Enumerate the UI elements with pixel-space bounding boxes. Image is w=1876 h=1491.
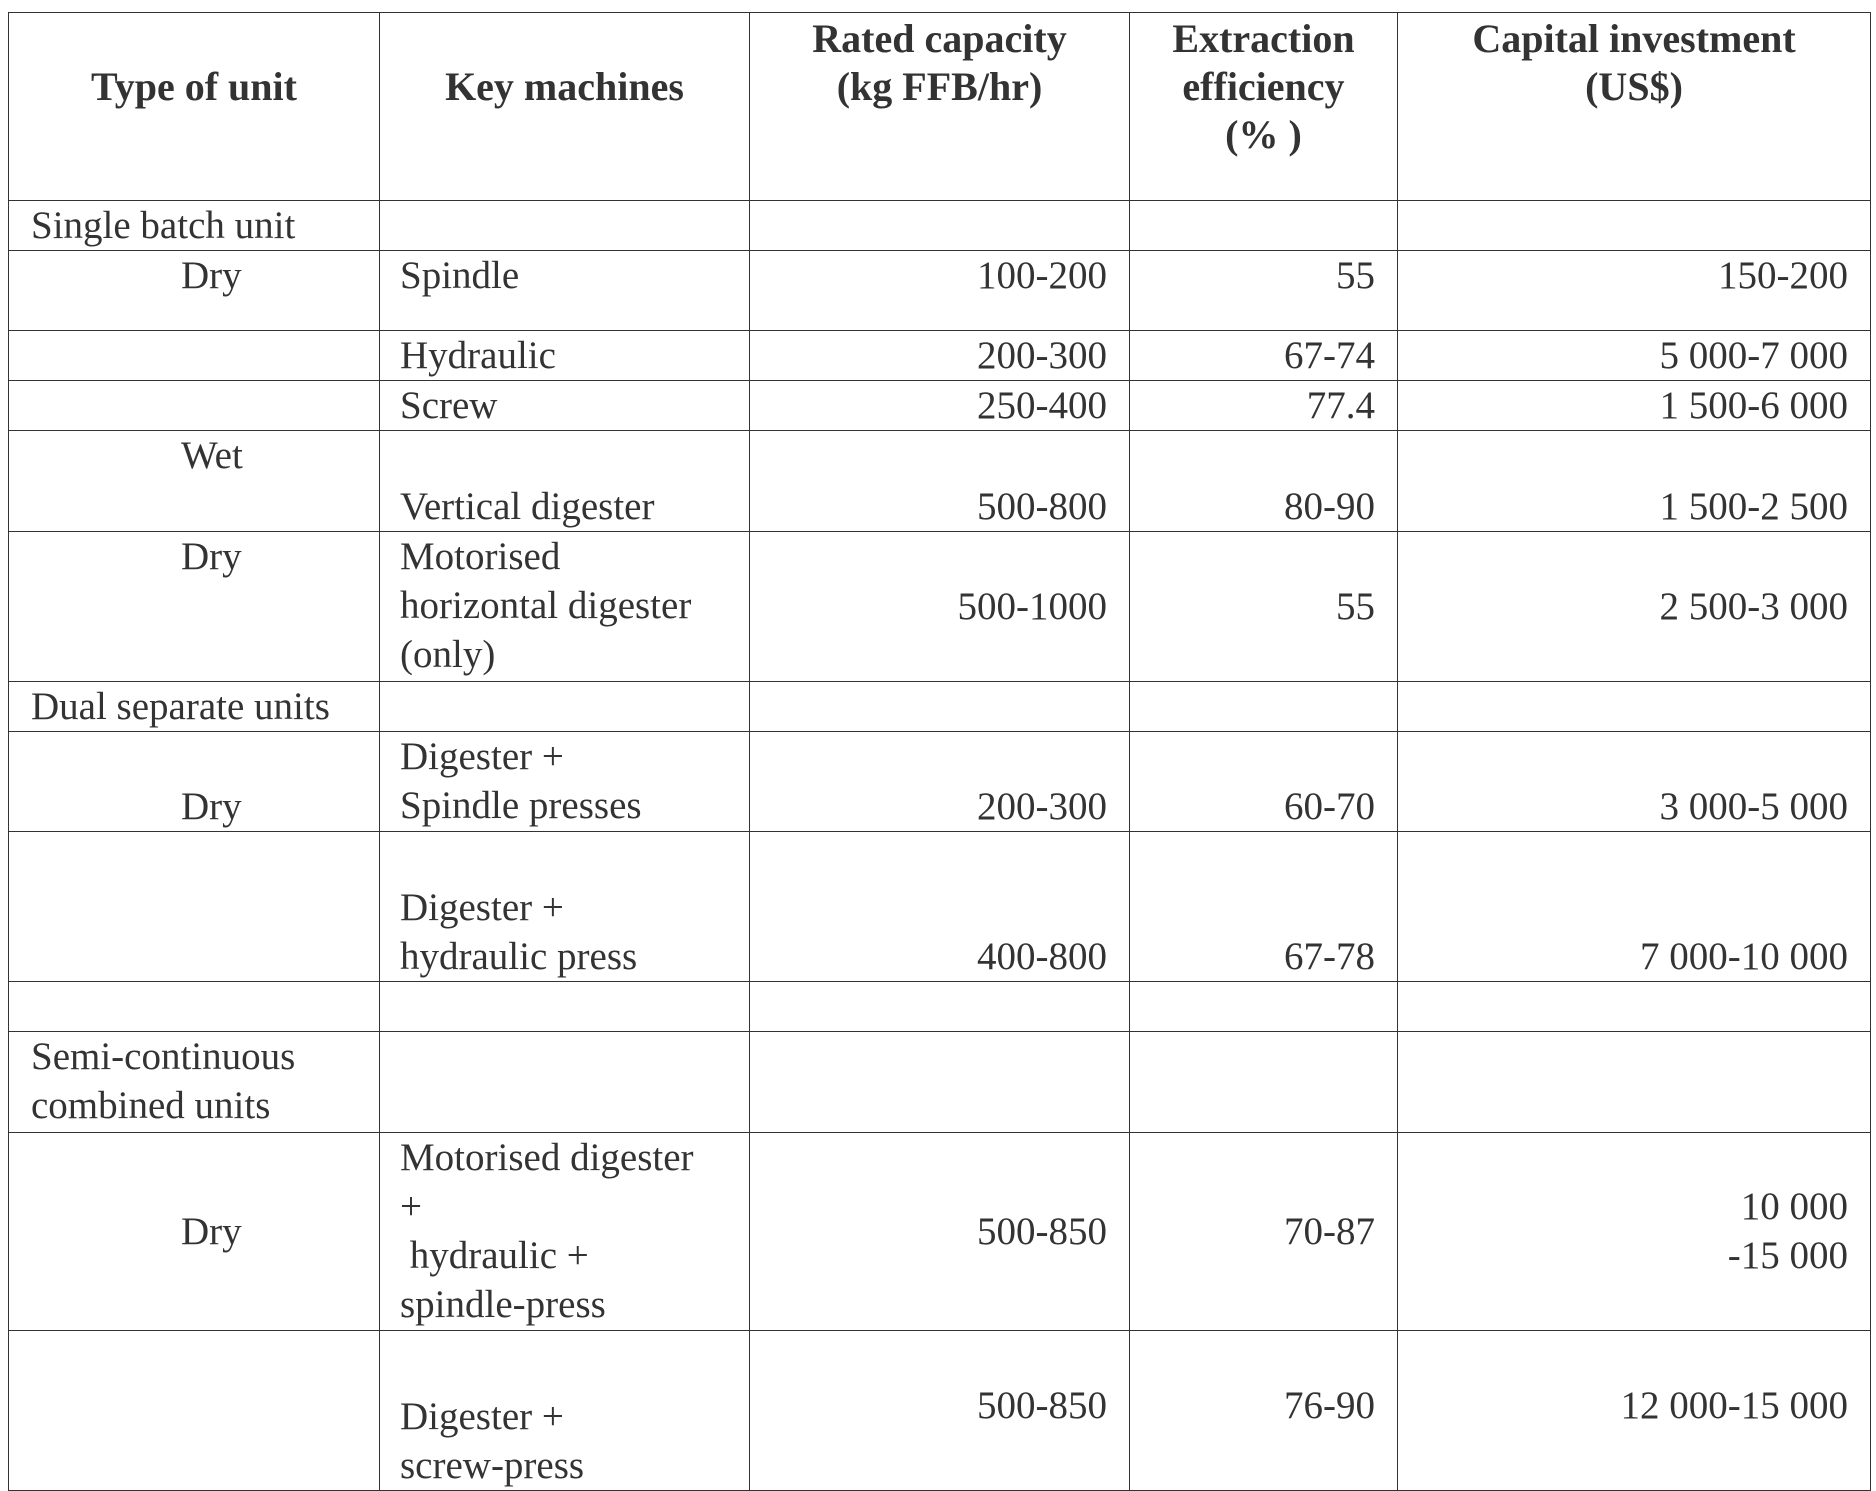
table-row <box>9 431 1871 532</box>
machine-line: Spindle presses <box>400 784 642 827</box>
efficiency-cell: 55 <box>1130 251 1398 331</box>
investment-cell: 1 500-6 000 <box>1398 381 1871 431</box>
investment-cell: 1 500-2 500 <box>1398 431 1871 532</box>
header-extraction-line2: efficiency <box>1182 64 1345 109</box>
empty-cell <box>380 201 750 251</box>
empty-cell <box>750 982 1130 1032</box>
unit-type-cell <box>9 1331 380 1491</box>
empty-cell <box>1130 982 1398 1032</box>
empty-cell <box>1398 982 1871 1032</box>
machine-cell <box>380 732 750 832</box>
machine-line: Motorised <box>400 535 561 578</box>
capacity-cell: 500-1000 <box>750 532 1130 682</box>
category-semi-continuous <box>9 1032 380 1133</box>
capacity-cell: 500-800 <box>750 431 1130 532</box>
machine-line: horizontal digester <box>400 584 692 627</box>
header-type-of-unit: Type of unit <box>9 13 380 201</box>
capacity-cell: 250-400 <box>750 381 1130 431</box>
efficiency-cell: 55 <box>1130 532 1398 682</box>
header-rated-capacity-line1: Rated capacity <box>812 16 1067 61</box>
table-row <box>9 1133 1871 1331</box>
unit-type-cell <box>9 381 380 431</box>
header-extraction-efficiency <box>1130 13 1398 201</box>
category-row <box>9 682 1871 732</box>
header-rated-capacity-line2: (kg FFB/hr) <box>836 64 1043 109</box>
unit-type-cell: Dry <box>9 532 380 682</box>
empty-cell <box>1130 201 1398 251</box>
capacity-cell: 400-800 <box>750 832 1130 982</box>
empty-cell <box>1398 682 1871 732</box>
investment-cell: 7 000-10 000 <box>1398 832 1871 982</box>
table-row <box>9 832 1871 982</box>
unit-type-cell: Dry <box>9 1133 380 1331</box>
machine-cell <box>380 832 750 982</box>
machine-cell: Vertical digester <box>380 431 750 532</box>
empty-cell <box>1130 682 1398 732</box>
capacity-cell: 100-200 <box>750 251 1130 331</box>
machine-line: Digester + <box>400 1395 564 1438</box>
machine-cell: Screw <box>380 381 750 431</box>
header-row <box>9 13 1871 201</box>
capacity-cell: 500-850 <box>750 1331 1130 1491</box>
table-row <box>9 331 1871 381</box>
machine-line: + <box>400 1185 422 1228</box>
investment-cell: 2 500-3 000 <box>1398 532 1871 682</box>
unit-type-cell <box>9 832 380 982</box>
category-single-batch: Single batch unit <box>9 201 380 251</box>
efficiency-cell: 77.4 <box>1130 381 1398 431</box>
category-dual-separate: Dual separate units <box>9 682 380 732</box>
machine-line: hydraulic + <box>400 1234 589 1277</box>
efficiency-cell: 76-90 <box>1130 1331 1398 1491</box>
empty-cell <box>380 982 750 1032</box>
machine-cell: Spindle <box>380 251 750 331</box>
investment-line: -15 000 <box>1727 1234 1848 1277</box>
investment-cell: 3 000-5 000 <box>1398 732 1871 832</box>
unit-type-cell: Dry <box>9 732 380 832</box>
spacer-row <box>9 982 1871 1032</box>
investment-cell: 12 000-15 000 <box>1398 1331 1871 1491</box>
machine-cell <box>380 1133 750 1331</box>
table-row <box>9 381 1871 431</box>
machine-line: Motorised digester <box>400 1136 694 1179</box>
header-rated-capacity <box>750 13 1130 201</box>
table-row <box>9 532 1871 682</box>
machine-line: screw-press <box>400 1444 585 1487</box>
header-extraction-line3: (% ) <box>1225 112 1302 157</box>
table-row <box>9 1331 1871 1491</box>
table-row <box>9 251 1871 331</box>
unit-type-cell: Wet <box>9 431 380 532</box>
empty-cell <box>380 1032 750 1133</box>
machine-cell <box>380 1331 750 1491</box>
efficiency-cell: 80-90 <box>1130 431 1398 532</box>
empty-cell <box>1398 201 1871 251</box>
category-line: Semi-continuous <box>31 1035 296 1078</box>
header-capital-line2: (US$) <box>1585 64 1683 109</box>
machine-line: hydraulic press <box>400 935 638 978</box>
category-line: combined units <box>31 1084 271 1127</box>
empty-cell <box>9 982 380 1032</box>
machine-cell <box>380 532 750 682</box>
investment-cell <box>1398 1133 1871 1331</box>
header-extraction-line1: Extraction <box>1172 16 1355 61</box>
efficiency-cell: 60-70 <box>1130 732 1398 832</box>
machine-line: Digester + <box>400 735 564 778</box>
investment-cell: 5 000-7 000 <box>1398 331 1871 381</box>
table-row <box>9 732 1871 832</box>
capacity-cell: 500-850 <box>750 1133 1130 1331</box>
machine-cell: Hydraulic <box>380 331 750 381</box>
empty-cell <box>750 201 1130 251</box>
unit-type-cell <box>9 331 380 381</box>
empty-cell <box>1130 1032 1398 1133</box>
machine-line: (only) <box>400 633 496 676</box>
capacity-cell: 200-300 <box>750 732 1130 832</box>
investment-line: 10 000 <box>1740 1185 1848 1228</box>
unit-type-cell: Dry <box>9 251 380 331</box>
empty-cell <box>750 1032 1130 1133</box>
efficiency-cell: 67-74 <box>1130 331 1398 381</box>
capacity-cell: 200-300 <box>750 331 1130 381</box>
empty-cell <box>750 682 1130 732</box>
header-capital-line1: Capital investment <box>1472 16 1796 61</box>
empty-cell <box>380 682 750 732</box>
header-key-machines: Key machines <box>380 13 750 201</box>
header-capital-investment <box>1398 13 1871 201</box>
efficiency-cell: 70-87 <box>1130 1133 1398 1331</box>
machine-line: Digester + <box>400 886 564 929</box>
data-table <box>8 12 1871 1491</box>
empty-cell <box>1398 1032 1871 1133</box>
machine-line: spindle-press <box>400 1283 606 1326</box>
investment-cell: 150-200 <box>1398 251 1871 331</box>
efficiency-cell: 67-78 <box>1130 832 1398 982</box>
category-row <box>9 201 1871 251</box>
category-row <box>9 1032 1871 1133</box>
